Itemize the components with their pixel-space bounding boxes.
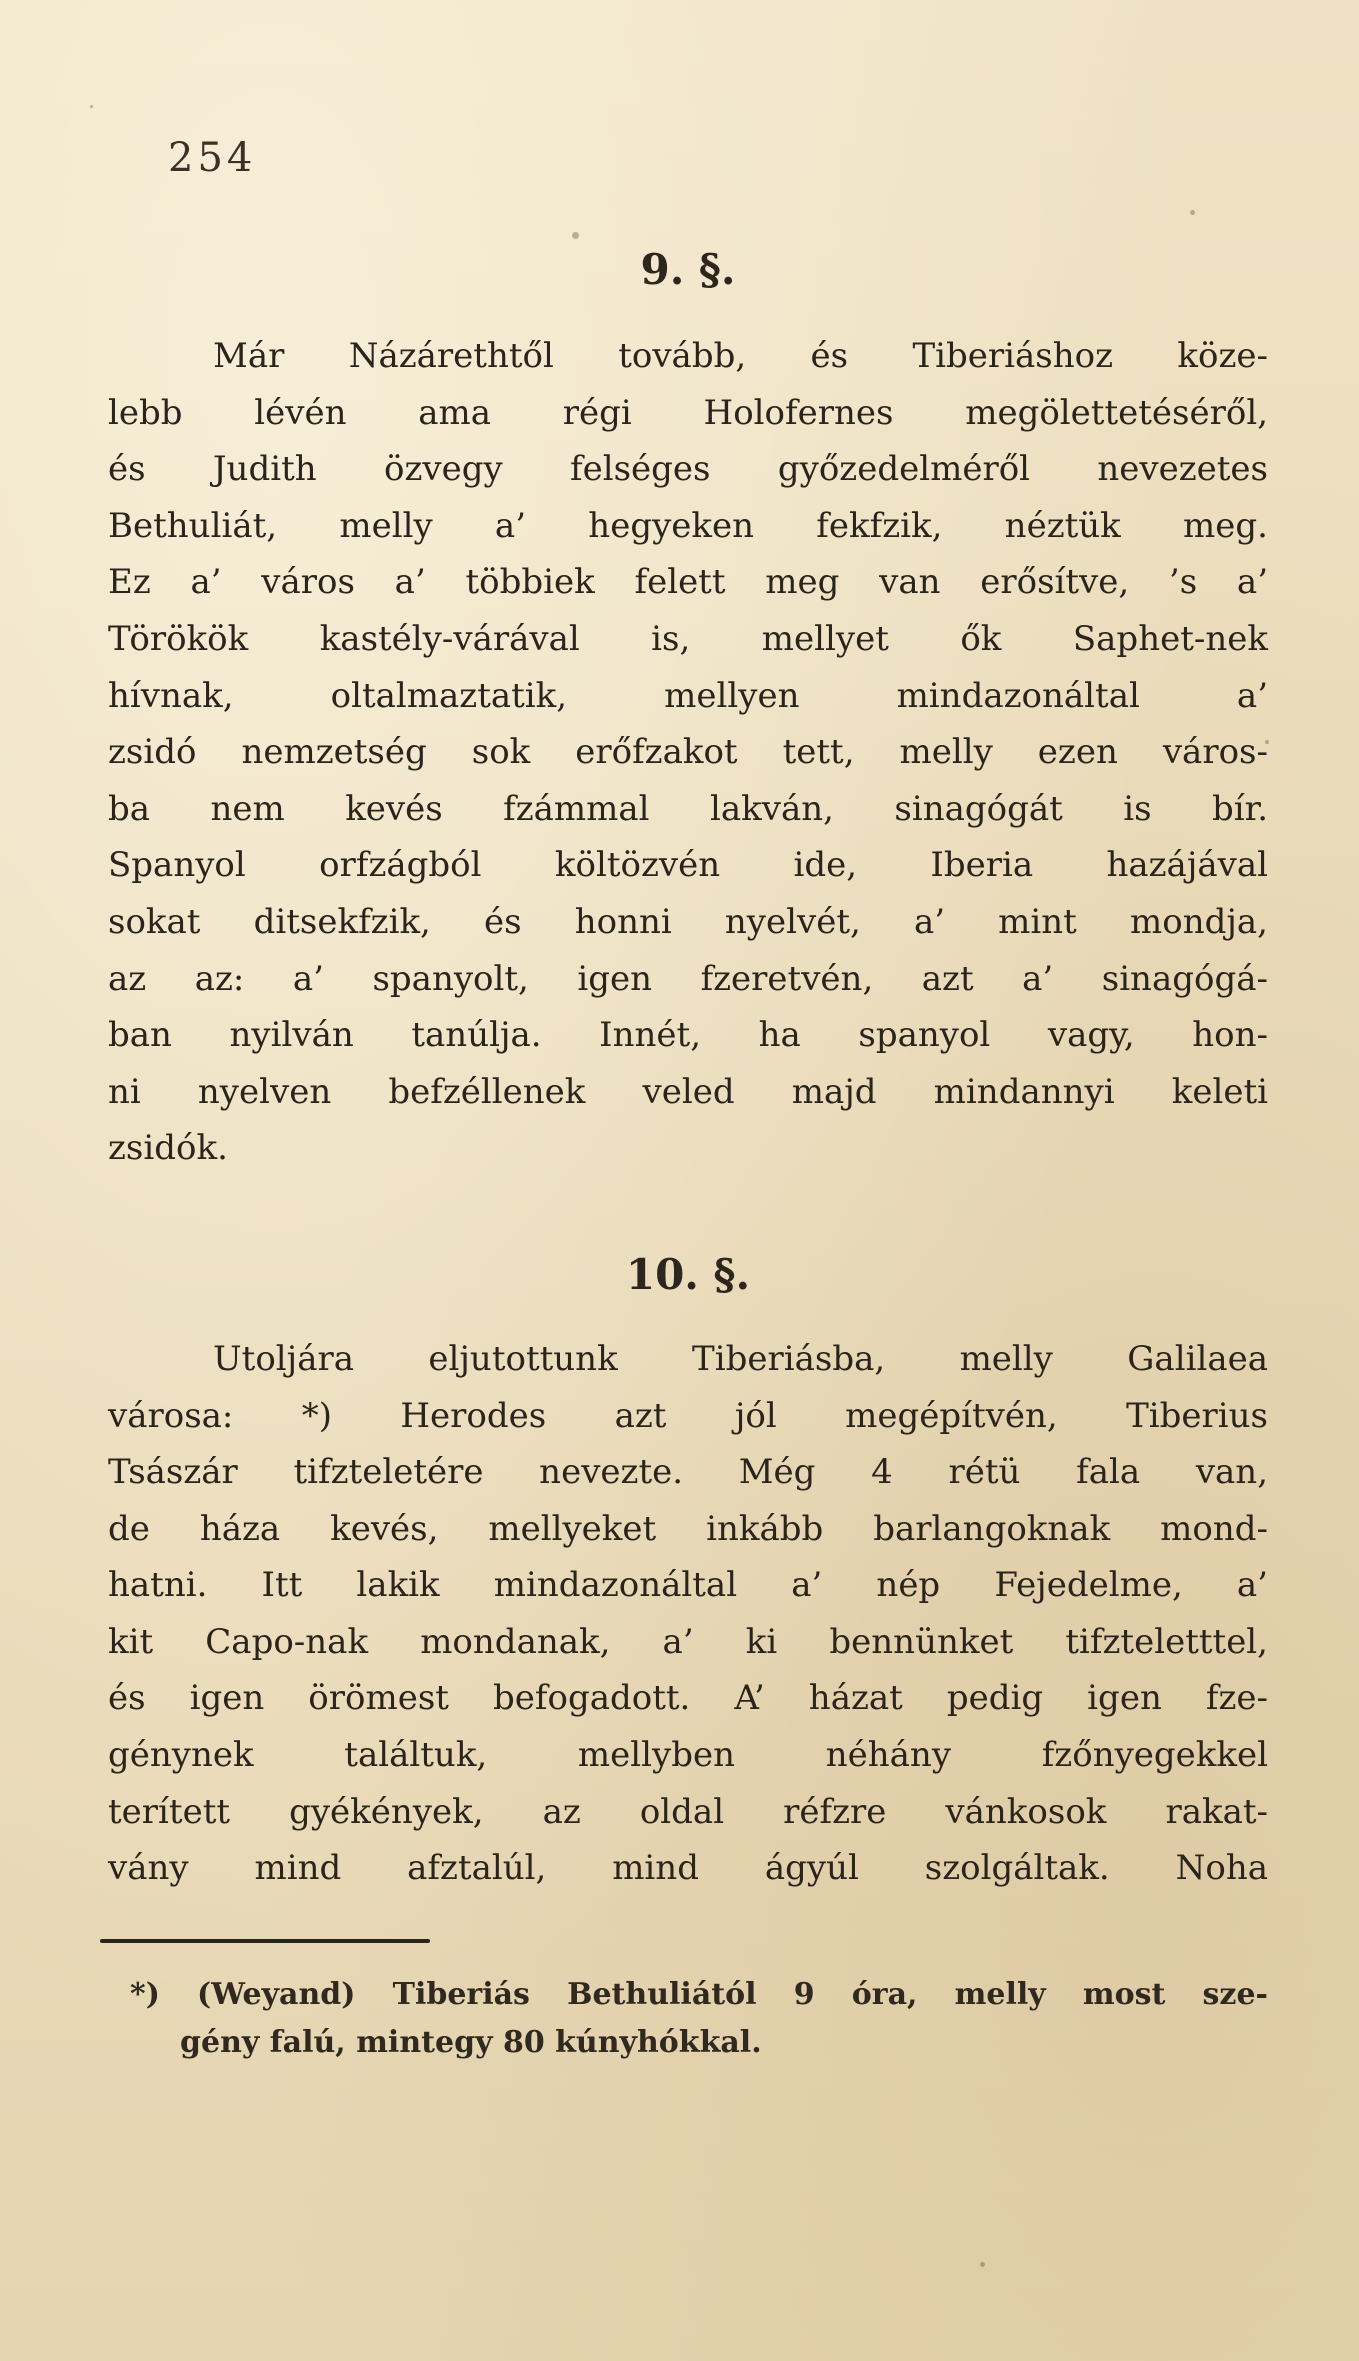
text-line: zsidó nemzetség sok erőfzakot tett, melly ezen város- (108, 732, 1268, 773)
text-line: terített gyékények, az oldal réfzre vánkosok rakat- (108, 1791, 1268, 1832)
text-line: sokat ditsekfzik, és honni nyelvét, a’ mint mondja, (108, 901, 1268, 942)
text-line: zsidók. (108, 1128, 228, 1169)
paper-speck (572, 232, 579, 239)
text-line: lebb lévén ama régi Holofernes megölettetéséről, (108, 392, 1268, 433)
text-line: Bethuliát, melly a’ hegyeken fekfzik, néztük meg. (108, 505, 1268, 546)
text-line: az az: a’ spanyolt, igen fzeretvén, azt a’ sinagógá- (108, 958, 1268, 999)
paragraph-section-10 (108, 1331, 1268, 1897)
text-column (108, 240, 1268, 2067)
paper-speck (980, 2262, 985, 2267)
text-line: Már Názárethtől tovább, és Tiberiáshoz köze- (213, 336, 1268, 376)
section-heading-9: 9. §. (640, 245, 736, 294)
text-line: Törökök kastély-várával is, mellyet ők Saphet-nek (108, 618, 1268, 659)
text-line: hatni. Itt lakik mindazonáltal a’ nép Fejedelme, a’ (108, 1565, 1268, 1606)
footnote-line: *) (Weyand) Tiberiás Bethuliától 9 óra, melly most sze- (130, 1976, 1268, 2012)
footnote-line: gény falú, mintegy 80 kúnyhókkal. (180, 2024, 762, 2060)
text-line: génynek találtuk, mellyben néhány fzőnyegekkel (108, 1735, 1268, 1776)
text-line: városa: *) Herodes azt jól megépítvén, Tiberius (108, 1395, 1268, 1436)
text-line: Ez a’ város a’ többiek felett meg van erősítve, ’s a’ (108, 562, 1268, 603)
footnote (108, 1971, 1268, 2067)
text-line: Spanyol orfzágból költözvén ide, Iberia hazájával (108, 845, 1268, 886)
text-line: ban nyilván tanúlja. Innét, ha spanyol vagy, hon- (108, 1015, 1268, 1056)
text-line: ba nem kevés fzámmal lakván, sinagógát is bír. (108, 788, 1268, 829)
section-heading-10: 10. §. (625, 1249, 751, 1299)
paper-speck (1190, 210, 1195, 215)
page-number: 254 (168, 135, 257, 181)
text-line: és igen örömest befogadott. A’ házat pedig igen fze- (108, 1678, 1268, 1719)
paper-speck (1265, 740, 1269, 744)
text-line: kit Capo-nak mondanak, a’ ki bennünket tifzteletttel, (108, 1621, 1268, 1662)
text-line: vány mind afztalúl, mind ágyúl szolgáltak. Noha (108, 1848, 1268, 1889)
paragraph-section-9 (108, 328, 1268, 1177)
text-line: Utoljára eljutottunk Tiberiásba, melly Galilaea (213, 1338, 1268, 1379)
text-line: de háza kevés, mellyeket inkább barlangoknak mond- (108, 1508, 1268, 1549)
text-line: ni nyelven befzéllenek veled majd mindannyi keleti (108, 1071, 1268, 1112)
text-line: hívnak, oltalmaztatik, mellyen mindazonáltal a’ (108, 675, 1268, 716)
text-line: Tsászár tifzteletére nevezte. Még 4 rétü fala van, (108, 1452, 1268, 1493)
footnote-rule (100, 1939, 430, 1943)
paper-speck (90, 105, 93, 108)
text-line: és Judith özvegy felséges győzedelméről nevezetes (108, 449, 1268, 490)
